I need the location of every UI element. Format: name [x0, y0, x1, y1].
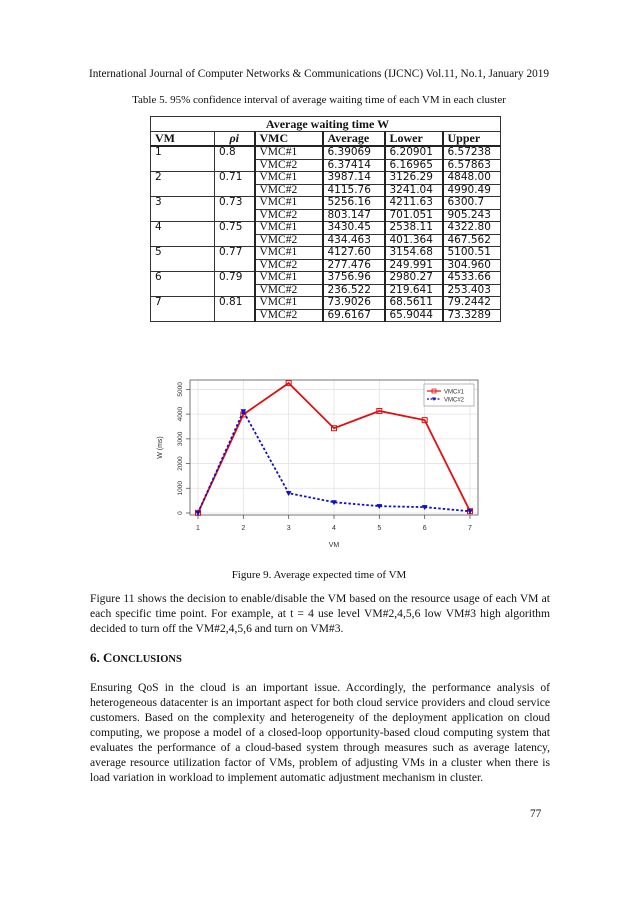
y-tick-label: 4000 — [177, 406, 184, 422]
vmc-cell: VMC#1 — [255, 247, 323, 260]
vmc-cell: VMC#2 — [255, 159, 323, 172]
page-number: 77 — [530, 808, 542, 820]
section-title-initial: C — [103, 650, 113, 665]
average-cell: 434.463 — [323, 234, 385, 247]
x-axis-label: VM — [328, 542, 340, 549]
upper-cell: 6.57238 — [443, 146, 501, 159]
column-header: Lower — [385, 132, 443, 147]
lower-cell: 6.16965 — [385, 159, 443, 172]
confidence-interval-table — [150, 116, 500, 346]
vmc-cell: VMC#2 — [255, 184, 323, 197]
table-row — [151, 146, 501, 159]
y-tick-label: 5000 — [177, 382, 184, 397]
lower-cell: 3126.29 — [385, 172, 443, 185]
rho-cell: 0.81 — [215, 297, 255, 322]
lower-cell: 701.051 — [385, 209, 443, 222]
lower-cell: 3154.68 — [385, 247, 443, 260]
average-cell: 3987.14 — [323, 172, 385, 185]
body-paragraph-2: Ensuring QoS in the cloud is an important issue. Accordingly, the performance analysis of heterogeneous datacenter is an important aspect for both cloud service providers and cloud service customers. Based on the complexity and heterogeneity of the deployment application on cloud computing, we propose a model of a closed-loop opportunity-based cloud computing system that evaluates the performance of a cloud-based system through measures such as average latency, average resource utilization factor of VMs, problem of adjusting VMs in a cluster when there is load variation in workload to implement automatic adjustment mechanism in cluster. — [90, 681, 550, 784]
vm-cell: 2 — [151, 172, 215, 197]
column-header: VM — [151, 132, 215, 147]
lower-cell: 6.20901 — [385, 146, 443, 159]
vmc-cell: VMC#2 — [255, 284, 323, 297]
table-title: Average waiting time W — [151, 117, 501, 132]
lower-cell: 68.5611 — [385, 297, 443, 310]
column-header: ρi — [215, 132, 255, 147]
lower-cell: 249.991 — [385, 259, 443, 272]
table-row — [151, 172, 501, 185]
table-row — [151, 247, 501, 260]
y-tick-label: 0 — [177, 511, 184, 515]
y-axis-label: W (ms) — [157, 436, 164, 459]
vmc-cell: VMC#2 — [255, 234, 323, 247]
section-heading — [90, 650, 182, 666]
column-header: Average — [323, 132, 385, 147]
legend-label: VMC#2 — [444, 397, 465, 404]
average-cell: 3430.45 — [323, 222, 385, 235]
vmc-cell: VMC#2 — [255, 209, 323, 222]
upper-cell: 304.960 — [443, 259, 501, 272]
table-header-row — [151, 132, 501, 147]
upper-cell: 5100.51 — [443, 247, 501, 260]
journal-header: International Journal of Computer Networks & Communications (IJCNC) Vol.11, No.1, January 2019 — [88, 68, 550, 80]
body-paragraph-1: Figure 11 shows the decision to enable/disable the VM based on the resource usage of each VM at each specific time point. For example, at t = 4 use level VM#2,4,5,6 low VM#3 high algorithm decided to turn off the VM#2,4,5,6 and turn on VM#3. — [90, 592, 550, 635]
vmc-cell: VMC#1 — [255, 197, 323, 210]
vmc-cell: VMC#1 — [255, 272, 323, 285]
table-caption: Table 5. 95% confidence interval of average waiting time of each VM in each cluster — [132, 94, 506, 106]
x-tick-label: 3 — [286, 525, 291, 532]
vmc-cell: VMC#1 — [255, 172, 323, 185]
x-tick-label: 2 — [241, 525, 246, 532]
upper-cell: 467.562 — [443, 234, 501, 247]
average-cell: 6.37414 — [323, 159, 385, 172]
lower-cell: 65.9044 — [385, 309, 443, 322]
vmc-cell: VMC#2 — [255, 259, 323, 272]
section-title-rest: ONCLUSIONS — [112, 654, 182, 665]
upper-cell: 4990.49 — [443, 184, 501, 197]
rho-cell: 0.71 — [215, 172, 255, 197]
vm-cell: 4 — [151, 222, 215, 247]
average-cell: 69.6167 — [323, 309, 385, 322]
x-tick-label: 1 — [196, 525, 200, 532]
x-tick-label: 4 — [332, 525, 336, 532]
y-tick-label: 3000 — [177, 431, 184, 447]
table-title-row — [151, 117, 501, 132]
upper-cell: 6.57863 — [443, 159, 501, 172]
average-cell: 236.522 — [323, 284, 385, 297]
rho-cell: 0.75 — [215, 222, 255, 247]
table-row — [151, 222, 501, 235]
rho-cell: 0.79 — [215, 272, 255, 297]
rho-cell: 0.77 — [215, 247, 255, 272]
vm-cell: 7 — [151, 297, 215, 322]
upper-cell: 4533.66 — [443, 272, 501, 285]
vm-cell: 6 — [151, 272, 215, 297]
figure-caption: Figure 9. Average expected time of VM — [231, 569, 407, 581]
upper-cell: 79.2442 — [443, 297, 501, 310]
lower-cell: 3241.04 — [385, 184, 443, 197]
lower-cell: 2980.27 — [385, 272, 443, 285]
average-cell: 3756.96 — [323, 272, 385, 285]
average-cell: 803.147 — [323, 209, 385, 222]
column-header: VMC — [255, 132, 323, 147]
rho-cell: 0.8 — [215, 146, 255, 172]
lower-cell: 401.364 — [385, 234, 443, 247]
lower-cell: 219.641 — [385, 284, 443, 297]
vmc-cell: VMC#1 — [255, 146, 323, 159]
average-cell: 5256.16 — [323, 197, 385, 210]
x-tick-label: 7 — [468, 525, 472, 532]
upper-cell: 4322.80 — [443, 222, 501, 235]
lower-cell: 2538.11 — [385, 222, 443, 235]
average-cell: 4115.76 — [323, 184, 385, 197]
table-row — [151, 272, 501, 285]
average-cell: 73.9026 — [323, 297, 385, 310]
vm-cell: 1 — [151, 146, 215, 172]
average-cell: 4127.60 — [323, 247, 385, 260]
y-tick-label: 1000 — [177, 481, 184, 496]
table-row — [151, 297, 501, 310]
vmc-cell: VMC#1 — [255, 222, 323, 235]
y-tick-label: 2000 — [177, 456, 184, 471]
lower-cell: 4211.63 — [385, 197, 443, 210]
average-cell: 6.39069 — [323, 146, 385, 159]
upper-cell: 73.3289 — [443, 309, 501, 322]
table-row — [151, 197, 501, 210]
upper-cell: 905.243 — [443, 209, 501, 222]
data-point-vmc2 — [286, 491, 291, 495]
vm-cell: 5 — [151, 247, 215, 272]
waiting-time-line-chart — [148, 370, 488, 560]
column-header: Upper — [443, 132, 501, 147]
upper-cell: 6300.7 — [443, 197, 501, 210]
vmc-cell: VMC#1 — [255, 297, 323, 310]
x-tick-label: 6 — [422, 525, 427, 532]
upper-cell: 4848.00 — [443, 172, 501, 185]
x-tick-label: 5 — [377, 525, 382, 532]
average-cell: 277.476 — [323, 259, 385, 272]
legend-label: VMC#1 — [444, 389, 465, 396]
vmc-cell: VMC#2 — [255, 309, 323, 322]
vm-cell: 3 — [151, 197, 215, 222]
section-number: 6. — [90, 650, 100, 665]
rho-cell: 0.73 — [215, 197, 255, 222]
upper-cell: 253.403 — [443, 284, 501, 297]
